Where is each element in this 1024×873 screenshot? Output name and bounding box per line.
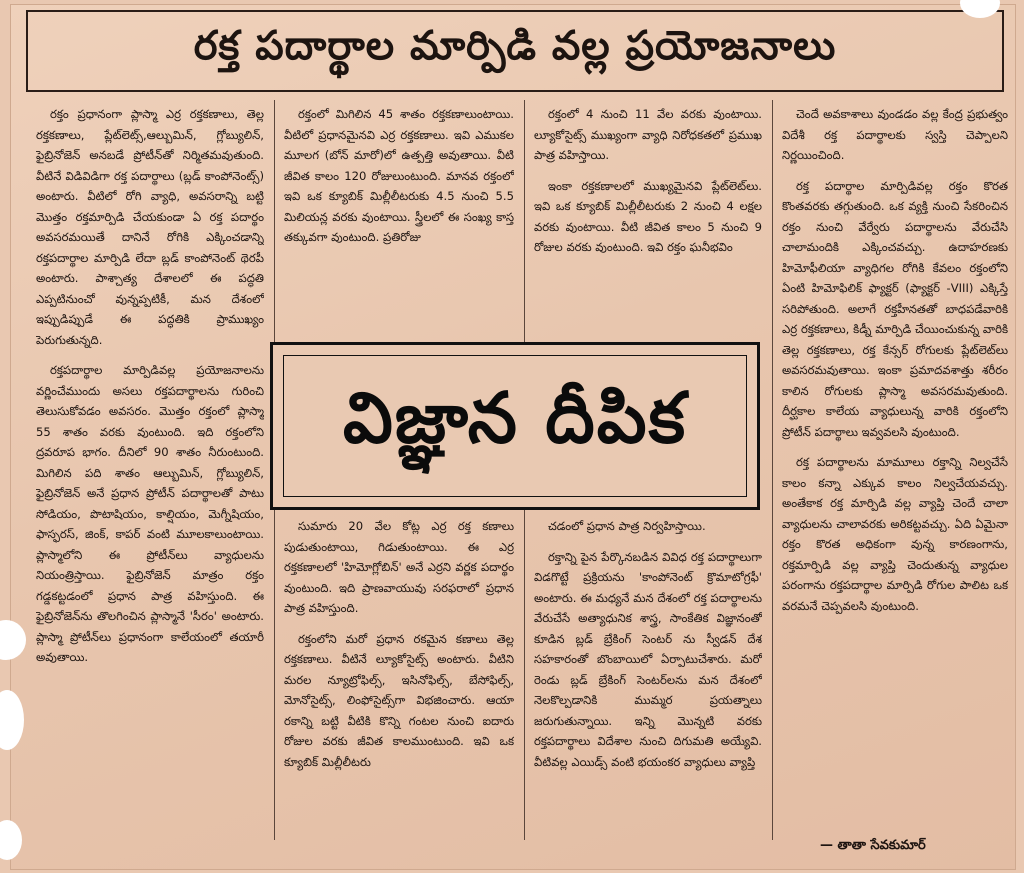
column-2-top [284,104,514,336]
paragraph: చడంలో ప్రధాన పాత్ర నిర్వహిస్తాయి. [548,519,706,533]
banner-title: విజ్ఞాన దీపిక [342,376,688,459]
paragraph: రక్త పదార్థాలను మామూలు రక్తాన్ని నిల్వచేసే కాలం కన్నా ఎక్కువ కాలం నిల్వచేయవచ్చు. అంతేకాక రక్త మార్పిడి వల్ల వ్యాప్తి చెందే చాలా వ్యాధులను చాలావరకు అరికట్టవచ్చు. ఏది ఏమైనా రక్తం కొరత అధికంగా వున్న కారణంగాను, రక్తమార్పిడి వల్ల వ్యాప్తి చెందుతున్న వ్యాధుల పరంగాను రక్తపదార్థాల మార్పిడి రోగుల పాలిట ఒక వరమనే చెప్పవలసి వుంటుంది. [782,455,1008,613]
paragraph: రక్తంలోని మరో ప్రధాన రకమైన కణాలు తెల్ల రక్తకణాలు. వీటినే ల్యూకోసైట్స్ అంటారు. వీటిని మరల న్యూట్రోఫిల్స్, ఇసినోఫిల్స్, బేసోఫిల్స్, మోనోసైట్స్, లింఫోసైట్స్‌గా విభజించారు. ఆయా రకాన్ని బట్టి వీటికి కొన్ని గంటల నుంచి ఐదారు రోజుల వరకు జీవిత కాలముంటుంది. ఇవి ఒక క్యూబిక్ మిల్లీలీటరు [284,631,514,769]
column-1 [36,104,264,844]
banner-inner-frame [283,355,747,497]
headline-box [26,10,1004,92]
column-4 [782,104,1008,832]
paragraph: రక్తంలో 4 నుంచి 11 వేల వరకు వుంటాయి. ల్యూకోసైట్స్ ముఖ్యంగా వ్యాధి నిరోధకతలో ప్రముఖ పాత్ర వహిస్తాయి. [534,107,762,162]
paragraph: రక్తపదార్థాల మార్పిడివల్ల ప్రయోజనాలను వర్ణించేముందు అసలు రక్తపదార్థాలను గురించి తెలుసుకోవడం అవసరం. మొత్తం రక్తంలో ప్లాస్మా 55 శాతం వరకు వుంటుంది. ఇది రక్తంలోని ద్రవరూప భాగం. దీనిలో 90 శాతం నీరుంటుంది. మిగిలిన పది శాతం ఆల్బుమిన్, గ్లోబ్యులిన్, ఫైబ్రినోజెన్ అనే ప్రధాన ప్రోటీన్ పదార్థాలతో పాటు సోడియం, పొటాషియం, కాల్షియం, మెగ్నీషియం, ఫాస్ఫరస్, జింక్, కాపర్ వంటి మూలకాలుంటాయి. ప్లాస్మాలోని ఈ ప్రోటీన్‌లు వ్యాధులను నియంత్రిస్తాయి. ఫైబ్రినోజెన్ మాత్రం రక్తం గడ్డకట్టడంలో ప్రధాన పాత్ర వహిస్తుంది. ఈ ఫైబ్రినోజెన్‌ను తొలగించిన ప్లాస్మానే 'సీరం' అంటారు. ప్లాస్మా ప్రోటీన్‌లు ప్రధానంగా కాలేయంలో తయారీ అవుతాయి. [36,363,264,664]
paragraph: రక్తంలో మిగిలిన 45 శాతం రక్తకణాలుంటాయి. వీటిలో ప్రధానమైనవి ఎర్ర రక్తకణాలు. ఇవి ఎముకల మూలగ (బోన్ మారో)లో ఉత్పత్తి అవుతాయి. వీటి జీవిత కాలం 120 రోజులుంటుంది. మానవ రక్తంలో ఇవి ఒక క్యూబిక్ మిల్లీలీటరుకు 4.5 నుంచి 5.5 మిలియన్ల వరకు వుంటాయి. స్త్రీలలో ఈ సంఖ్య కాస్త తక్కువగా వుంటుంది. ప్రతిరోజు [284,107,514,244]
column-rule [772,100,773,840]
paragraph: రక్తాన్ని పైన పేర్కొనబడిన వివిధ రక్త పదార్థాలుగా విడగొట్టే ప్రక్రియను 'కాంపోనెంట్ క్రొమాటోగ్రఫీ' అంటారు. ఈ మధ్యనే మన దేశంలో రక్త పదార్థాలను వేరుచేసే అత్యాధునిక శాస్త్ర, సాంకేతిక విజ్ఞానంతో కూడిన బ్లడ్ బ్రేకింగ్ సెంటర్ ను స్వీడన్ దేశ సహకారంతో బొంబాయిలో ఏర్పాటుచేశారు. మరో రెండు బ్లడ్ బ్రేకింగ్ సెంటర్‌లను మన దేశంలో నెలకొల్పడానికి ముమ్మర ప్రయత్నాలు జరుగుతున్నాయి. ఇన్ని మొన్నటి వరకు రక్తపదార్థాలు విదేశాల నుంచి దిగుమతి అయ్యేవి. వీటివల్ల ఎయిడ్స్ వంటి భయంకర వ్యాధులు వ్యాప్తి [534,549,762,769]
author-byline: — తాతా సేవకుమార్ [820,838,926,853]
paragraph: చెందే అవకాశాలు వుండడం వల్ల కేంద్ర ప్రభుత్వం విదేశీ రక్త పదార్థాలకు స్వస్తి చెప్పాలని నిర్ణయించింది. [782,107,1008,162]
column-3-bottom [534,516,762,844]
column-2-bottom [284,516,514,844]
paragraph: ఇంకా రక్తకణాలలో ముఖ్యమైనవి ప్లేట్‌లెట్‌లు. ఇవి ఒక క్యూబిక్ మిల్లీలీటరుకు 2 నుంచి 4 లక్షల వరకు వుంటాయి. వీటి జీవిత కాలం 5 నుంచి 9 రోజుల వరకు వుంటుంది. ఇవి రక్తం ఘనీభవిం [534,178,762,254]
article-title: రక్త పదార్థాల మార్పిడి వల్ల ప్రయోజనాలు [193,23,837,69]
banner-box [270,342,760,510]
paragraph: రక్తం ప్రధానంగా ప్లాస్మా ఎర్ర రక్తకణాలు, తెల్ల రక్తకణాలు, ప్లేట్‌లెట్స్,ఆల్బుమిన్, గ్లోబ్యులిన్, ఫైబ్రినోజెన్ అనబడే ప్రోటీన్‌తో నిర్మితమవుతుంది. వీటినే విడివిడిగా రక్త పదార్థాలు (బ్లడ్ కాంపోనెంట్స్) అంటారు. వీటిలో రోగి వ్యాధి, అవసరాన్ని బట్టి మొత్తం రక్తమార్పిడి చేయకుండా ఏ రక్త పదార్థం అవసరమయితే దానినే రోగికి ఎక్కించడాన్ని రక్తపదార్థాల మార్పిడి లేదా బ్లడ్ కాంపోనెంట్ థెరపీ అంటారు. పాశ్చాత్య దేశాలలో ఈ పద్ధతి ఎప్పటినుంచో వున్నప్పటికీ, మన దేశంలో ఇప్పుడిప్పుడే ఈ పద్ధతికి ప్రాముఖ్యం పెరుగుతున్నది. [36,107,264,347]
column-3-top [534,104,762,336]
paragraph: రక్త పదార్థాల మార్పిడివల్ల రక్తం కొరత కొంతవరకు తగ్గుతుంది. ఒక వ్యక్తి నుంచి సేకరించిన రక్తం నుంచి వేర్వేరు పదార్థాలను వేరుచేసి చాలామందికి ఎక్కించవచ్చు. ఉదాహరణకు హిమోఫీలియా వ్యాధిగల రోగికి కేవలం రక్తంలోని ఏంటి హిమోఫిలిక్ ఫ్యాక్టర్ (ఫ్యాక్టర్ -VIII) ఎక్కిస్తే సరిపోతుంది. అలాగే రక్తహీనతతో బాధపడేవారికి ఎర్ర రక్తకణాలు, కిడ్నీ మార్పిడి చేయించుకున్న వారికి తెల్ల రక్తకణాలు, రక్త కేన్సర్ రోగులకు ప్లేట్‌లెట్‌లు అవసరమవుతాయి. ఇంకా ప్రమాదవశాత్తు శరీరం కాలిన రోగులకు ప్లాస్మా అవసరమవుతుంది. దీర్ఘకాల కాలేయ వ్యాధులున్న వారికి రక్తంలోని ప్రోటీన్ పదార్థాలు ఇవ్వవలసి వుంటుంది. [782,178,1008,439]
paragraph: సుమారు 20 వేల కోట్ల ఎర్ర రక్త కణాలు పుడుతుంటాయి, గిడుతుంటాయి. ఈ ఎర్ర రక్తకణాలలో 'హిమోగ్లోబిన్' అనే ఎర్రని వర్ణక పదార్థం వుంటుంది. ఇది ప్రాణవాయువు సరఫరాలో ప్రధాన పాత్ర వహిస్తుంది. [284,519,514,615]
